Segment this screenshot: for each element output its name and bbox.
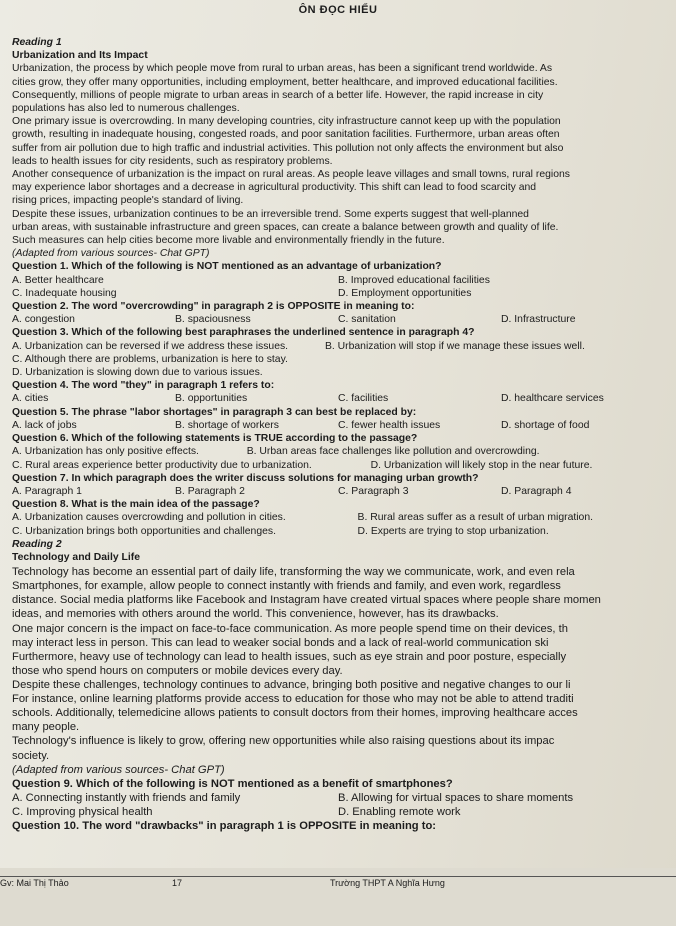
answer-option[interactable]: C. Inadequate housing [12,287,117,299]
passage-line: suffer from air pollution due to high traffic and industrial activities. This pollution not only affects the environment but also [12,142,564,154]
answer-option[interactable]: D. Employment opportunities [338,287,472,299]
footer-school: Trường THPT A Nghĩa Hưng [330,878,445,888]
answer-options [12,805,664,819]
answer-option[interactable]: B. Paragraph 2 [175,485,245,497]
answer-option[interactable]: A. Urbanization has only positive effects. [12,446,199,458]
answer-option[interactable]: C. sanitation [338,314,396,326]
answer-option[interactable]: A. Connecting instantly with friends and family [12,791,241,804]
answer-options [12,392,664,405]
passage-line: populations has also led to numerous challenges. [12,103,240,115]
passage-line: Technology's influence is likely to grow, offering new opportunities while also raising questions about its impac [12,735,555,748]
question-stem: Question 7. In which paragraph does the writer discuss solutions for managing urban growth? [12,472,479,484]
answer-option[interactable]: B. shortage of workers [175,419,279,431]
question-stem: Question 8. What is the main idea of the passage? [12,499,260,511]
answer-option[interactable]: A. lack of jobs [12,419,77,431]
answer-options [12,459,664,472]
answer-option[interactable]: C. Rural areas experience better productivity due to urbanization. [12,459,312,471]
answer-option[interactable]: B. Rural areas suffer as a result of urban migration. [357,512,593,524]
reading-1-passage [12,62,664,247]
answer-option[interactable]: C. facilities [338,393,389,405]
answer-option[interactable]: B. spaciousness [175,314,251,326]
answer-option[interactable]: D. Urbanization will likely stop in the near future. [370,459,593,471]
question-stem: Question 5. The phrase "labor shortages" in paragraph 3 can best be replaced by: [12,406,417,418]
passage-line: ideas, and memories with others around the world. This convenience, however, has its drawbacks. [12,608,499,621]
passage-line: society. [12,749,50,762]
answer-option[interactable]: C. Although there are problems, urbanization is here to stay. [12,353,288,365]
page-footer [0,868,676,926]
passage-line: Urbanization, the process by which people move from rural to urban areas, has been a significant trend worldwide. As [12,63,553,75]
answer-option[interactable]: C. Improving physical health [12,805,153,818]
answer-option[interactable]: D. Paragraph 4 [501,485,572,497]
question-stem: Question 4. The word "they" in paragraph 1 refers to: [12,380,275,392]
answer-options [12,313,664,326]
answer-options [12,485,664,498]
footer-divider [0,876,676,877]
answer-option[interactable]: B. opportunities [175,393,248,405]
passage-line: Furthermore, heavy use of technology can lead to health issues, such as eye strain and poor posture, especially [12,650,567,663]
passage-line: rising prices, impacting people's standard of living. [12,195,244,207]
answer-options [12,791,664,805]
document-title: ÔN ĐỌC HIỂU [298,4,378,16]
question-stem: Question 6. Which of the following statements is TRUE according to the passage? [12,433,418,445]
passage-line: distance. Social media platforms like Facebook and Instagram have created virtual spaces where people share momen [12,594,601,607]
answer-options [12,525,664,538]
answer-option[interactable]: D. Experts are trying to stop urbanization. [357,525,549,537]
passage-line: leads to health issues for city residents, such as respiratory problems. [12,155,333,167]
answer-option[interactable]: B. Improved educational facilities [338,274,490,286]
passage-line: Technology has become an essential part of daily life, transforming the way we communicate, work, and even rela [12,566,575,579]
reading-2-source: (Adapted from various sources- Chat GPT) [12,763,225,776]
question-stem: Question 3. Which of the following best paraphrases the underlined sentence in paragraph 4? [12,327,475,339]
answer-option[interactable]: A. cities [12,393,49,405]
page-number: 17 [172,878,183,888]
passage-line: urban areas, with sustainable infrastructure and green spaces, can create a balance between growth and quality of life. [12,221,559,233]
answer-options [12,511,664,524]
passage-line: Despite these challenges, technology continues to advance, bringing both positive and negative changes to our li [12,679,571,691]
answer-options [12,340,664,353]
passage-line: One primary issue is overcrowding. In many developing countries, city infrastructure cannot keep up with the population [12,116,561,128]
passage-line: those who spend hours on computers or mobile devices every day. [12,664,343,677]
passage-line: schools. Additionally, telemedicine allows patients to consult doctors from their homes, improving healthcare acces [12,707,578,720]
question-stem: Question 9. Which of the following is NOT mentioned as a benefit of smartphones? [12,777,453,790]
passage-line: growth, resulting in inadequate housing, congested roads, and poor sanitation facilities. Furthermore, urban areas often [12,129,560,141]
passage-line: Consequently, millions of people migrate to urban areas in search of a better life. However, the rapid increase in city [12,89,544,101]
reading-1-title: Urbanization and Its Impact [12,50,148,62]
answer-option[interactable]: A. Urbanization can be reversed if we address these issues. [12,340,289,352]
answer-option[interactable]: D. Infrastructure [501,314,576,326]
answer-option[interactable]: D. shortage of food [501,419,590,431]
answer-option[interactable]: B. Urbanization will stop if we manage these issues well. [324,340,585,352]
answer-option[interactable]: D. healthcare services [501,393,604,405]
passage-line: Despite these issues, urbanization continues to be an irreversible trend. Some experts suggest that well-planned [12,208,529,220]
passage-line: Another consequence of urbanization is the impact on rural areas. As people leave villages and small towns, rural regions [12,169,570,181]
question-stem: Question 2. The word "overcrowding" in paragraph 2 is OPPOSITE in meaning to: [12,301,415,313]
reading-1-source: (Adapted from various sources- Chat GPT) [12,248,210,260]
passage-line: One major concern is the impact on face-to-face communication. As more people spend time on their devices, th [12,622,568,635]
question-stem: Question 1. Which of the following is NOT mentioned as an advantage of urbanization? [12,261,442,273]
answer-option[interactable]: C. Urbanization brings both opportunities and challenges. [12,525,276,537]
question-stem: Question 10. The word "drawbacks" in paragraph 1 is OPPOSITE in meaning to: [12,820,437,833]
answer-option[interactable]: A. Urbanization causes overcrowding and pollution in cities. [12,512,286,524]
reading-2-passage [12,565,664,833]
passage-line: Such measures can help cities become more livable and environmentally friendly in the future. [12,235,445,247]
answer-option[interactable]: B. Urban areas face challenges like pollution and overcrowding. [246,446,540,458]
passage-line: many people. [12,721,80,734]
answer-option[interactable]: D. Urbanization is slowing down due to various issues. [12,367,263,379]
worksheet-content [12,36,664,833]
answer-option[interactable]: A. congestion [12,314,75,326]
answer-option[interactable]: A. Better healthcare [12,274,104,286]
answer-options [12,445,664,458]
answer-option[interactable]: A. Paragraph 1 [12,485,82,497]
answer-option[interactable]: C. Paragraph 3 [338,485,409,497]
answer-options [12,274,664,287]
answer-options [12,287,664,300]
answer-option[interactable]: D. Enabling remote work [338,805,461,818]
reading-2-title: Technology and Daily Life [12,551,140,563]
footer-author: Gv: Mai Thị Thảo [0,878,69,888]
answer-option[interactable]: B. Allowing for virtual spaces to share moments [338,791,574,804]
reading-1-label: Reading 1 [12,37,62,48]
passage-line: For instance, online learning platforms provide access to education for those who may not be able to attend traditi [12,693,574,706]
passage-line: cities grow, they offer many opportunities, including employment, better healthcare, and improved educational facilities. [12,76,558,88]
reading-2-label: Reading 2 [12,538,62,550]
answer-options [12,419,664,432]
passage-line: Smartphones, for example, allow people to connect instantly with friends and family, and even work, regardless [12,580,561,593]
passage-line: may experience labor shortages and a decrease in agricultural productivity. This shift can lead to food scarcity and [12,182,537,194]
answer-option[interactable]: C. fewer health issues [338,419,441,431]
passage-line: may interact less in person. This can lead to weaker social bonds and a lack of real-world communication ski [12,636,549,649]
